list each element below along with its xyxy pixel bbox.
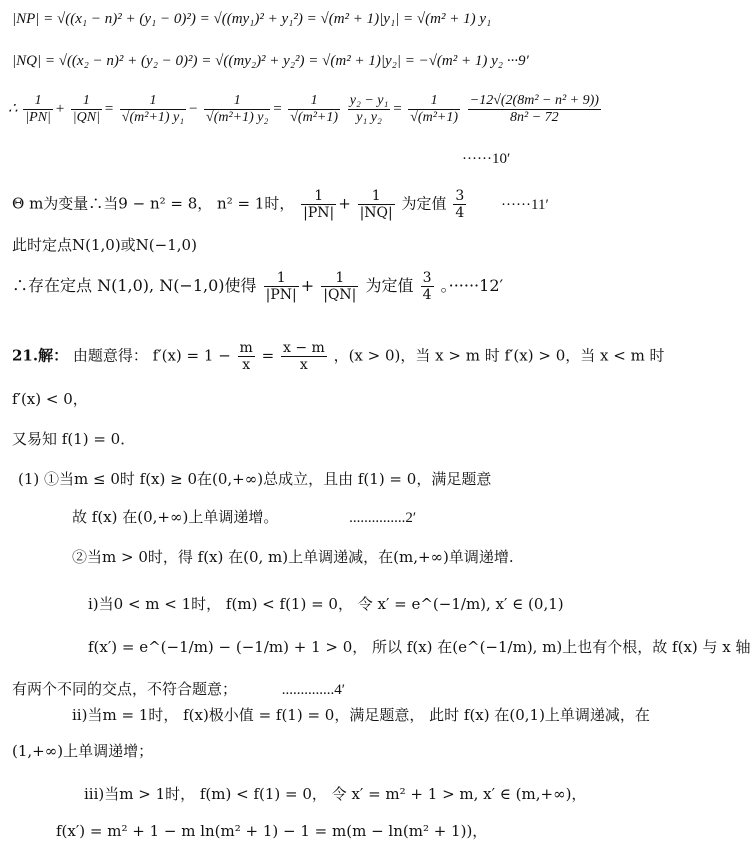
case-ii-continuation: (1,+∞)上单调递增； [12,742,154,760]
equation-sum: ∴ $\frac{1}{|PN|}$ + $\frac{1}{|QN|}$ = $\frac{1}{\text{√(m²+1) y₁}}$ − $\frac{1}{\text{√(m²+1) y₂}}$ = $\frac{1}{\text{√(m²+1)}}$ $\frac{\text{y₂ − y₁}}{\text{y₁ y₂}}$ = $\frac{1}{\text{√(m²+1)}}$ $\frac{\text{−12√(2(8m² − n² + 9))}}{\text{8n² − 72}}$ [8,93,599,125]
frac-pn-2: $\frac{1}{|PN|}$ [303,188,335,221]
frac-sqrt-2: $\frac{1}{\text{√(m²+1)}}$ [410,93,458,125]
case-i-root: f(x′) = e^(−1/m) − (−1/m) + 1 > 0， 所以 f(x) 在(e^(−1/m), m)上也有个根，故 f(x) 与 x 轴 [88,638,751,656]
case-iii-value: f(x′) = m² + 1 − m ln(m² + 1) − 1 = m(m − ln(m² + 1))， [56,822,488,840]
q21-header: 21.解： 由题意得： f′(x) = 1 − $\frac{m}{x}$ = $\frac{x - m}{x}$ ，(x > 0)，当 x > m 时 f′(x) > 0，当 x < m 时 [12,340,665,373]
frac-my1: $\frac{1}{\text{√(m²+1) y₁}}$ [121,93,185,125]
score-11: ······11′ [501,196,549,213]
case-ii: ii)当m = 1时， f(x)极小值 = f(1) = 0，满足题意， 此时 f(x) 在(0,1)上单调递减，在 [72,706,650,724]
score-4: ..............4′ [281,682,346,698]
score-2: ...............2′ [349,510,417,526]
frac-nq: $\frac{1}{|NQ|}$ [359,188,393,221]
frac-qn: $\frac{1}{|QN|}$ [72,93,100,125]
frac-pn: $\frac{1}{|PN|}$ [25,93,51,125]
frac-y: $\frac{\text{y₂ − y₁}}{\text{y₁ y₂}}$ [349,93,389,125]
case-i-conclusion: 有两个不同的交点，不符合题意； ..............4′ [12,680,346,698]
frac-xm-x: $\frac{x - m}{x}$ [282,340,325,373]
frac-three-quarters: $\frac{3}{4}$ [455,188,465,221]
line-f1-zero: 又易知 f(1) = 0． [12,430,136,448]
case-iii: iii)当m > 1时， f(m) < f(1) = 0， 令 x′ = m² + 1 > m, x′ ∈ (m,+∞)， [84,785,587,803]
part1-case1-conclusion: 故 f(x) 在(0,+∞)上单调递增。 ...............2′ [72,508,417,526]
frac-m-x: $\frac{m}{x}$ [239,340,253,373]
line-exists: ∴存在定点 N(1,0), N(−1,0)使得 $\frac{1}{|PN|}$ + $\frac{1}{|QN|}$ 为定值 $\frac{3}{4}$ 。······12′ [12,270,504,303]
equation-np: |NP| = √((x₁ − n)² + (y₁ − 0)²) = √((my₁)² + y₁²) = √(m² + 1)|y₁| = √(m² + 1) y₁ [12,11,492,27]
line-derivative-negative: f′(x) < 0， [12,390,88,408]
frac-pn-3: $\frac{1}{|PN|}$ [265,270,297,303]
frac-three-quarters-2: $\frac{3}{4}$ [422,270,432,303]
frac-my2: $\frac{1}{\text{√(m²+1) y₂}}$ [206,93,269,125]
equation-nq: |NQ| = √((x₂ − n)² + (y₂ − 0)²) = √((my₂)² + y₂²) = √(m² + 1)|y₂| = −√(m² + 1) y₂ ···9′ [12,53,529,69]
q21-label: 21.解： [12,346,69,365]
part1-case2: ②当m > 0时，得 f(x) 在(0, m)上单调递减，在(m,+∞)单调递增. [72,548,514,566]
line-variable: Θ m为变量∴当9 − n² = 8， n² = 1时， $\frac{1}{|PN|}$ + $\frac{1}{|NQ|}$ 为定值 $\frac{3}{4}$ ······11′ [12,188,549,221]
frac-sqrt: $\frac{1}{\text{√(m²+1)}}$ [290,93,338,125]
score-10: ······10′ [462,151,511,167]
line-fixed-point: 此时定点N(1,0)或N(−1,0) [12,236,197,254]
frac-qn-2: $\frac{1}{|QN|}$ [323,270,357,303]
therefore-symbol: ∴ [8,100,18,117]
part1-case1: (1) ①当m ≤ 0时 f(x) ≥ 0在(0,+∞)总成立，且由 f(1) = 0，满足题意 [18,470,492,488]
frac-final: $\frac{\text{−12√(2(8m² − n² + 9))}}{\text{8n² − 72}}$ [469,93,599,125]
case-i: i)当0 < m < 1时， f(m) < f(1) = 0， 令 x′ = e^(−1/m), x′ ∈ (0,1) [88,595,564,613]
